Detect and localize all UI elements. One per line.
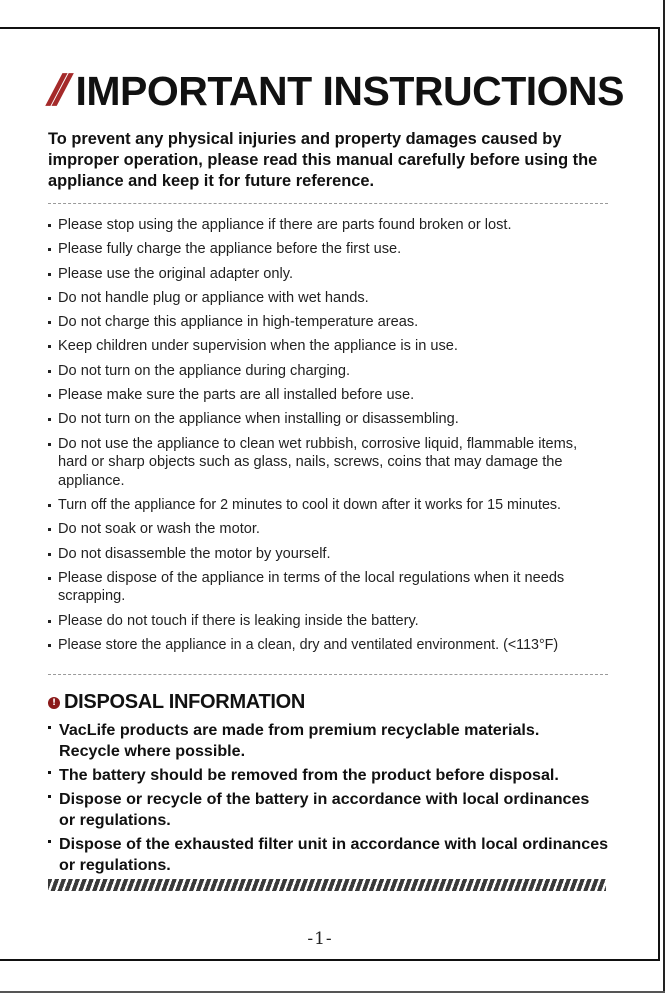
instruction-item: Please make sure the parts are all installed before use. [48, 386, 638, 405]
disposal-title: DISPOSAL INFORMATION [64, 691, 306, 713]
instruction-item: Keep children under supervision when the appliance is in use. [48, 337, 638, 356]
disposal-item: VacLife products are made from premium recyclable materials. Recycle where possible. [48, 720, 568, 762]
instruction-item: Please stop using the appliance if there are parts found broken or lost. [48, 216, 638, 235]
dashed-divider-bottom [48, 674, 608, 675]
instruction-item: Do not handle plug or appliance with wet hands. [48, 289, 638, 308]
page-frame-right [658, 27, 660, 960]
disposal-heading [48, 691, 305, 714]
page-number: -1- [307, 929, 333, 949]
page-title-row [45, 66, 624, 116]
instruction-item: Please store the appliance in a clean, dry and ventilated environment. (<113°F) [48, 636, 638, 655]
disposal-item: The battery should be removed from the product before disposal. [48, 765, 638, 786]
instruction-item: Turn off the appliance for 2 minutes to cool it down after it works for 15 minutes. [48, 496, 638, 515]
page-frame-bottom [0, 959, 660, 961]
info-icon: ! [48, 697, 60, 709]
instruction-list [48, 216, 638, 660]
intro-paragraph: To prevent any physical injuries and property damages caused by improper operation, please read this manual carefully before using the appliance and keep it for future reference. [48, 130, 598, 190]
instruction-item: Do not use the appliance to clean wet rubbish, corrosive liquid, flammable items, hard or sharp objects such as glass, nails, screws, coins that may damage the appliance. [48, 435, 588, 491]
page-title: IMPORTANT INSTRUCTIONS [75, 67, 624, 114]
dashed-divider-top [48, 203, 608, 204]
disposal-item: Dispose or recycle of the battery in accordance with local ordinances or regulations. [48, 789, 608, 831]
instruction-item: Please fully charge the appliance before the first use. [48, 240, 638, 259]
instruction-item: Do not turn on the appliance during charging. [48, 362, 638, 381]
title-slash-decoration: // [45, 66, 65, 115]
instruction-item: Do not turn on the appliance when installing or disassembling. [48, 410, 638, 429]
disposal-list [48, 720, 638, 879]
instruction-item: Do not disassemble the motor by yourself. [48, 545, 638, 564]
instruction-item: Do not soak or wash the motor. [48, 520, 638, 539]
page-frame-top [0, 27, 660, 29]
disposal-item: Dispose of the exhausted filter unit in accordance with local ordinances or regulations. [48, 834, 628, 876]
instruction-item: Do not charge this appliance in high-temperature areas. [48, 313, 638, 332]
hatched-divider [48, 879, 606, 891]
instruction-item: Please do not touch if there is leaking inside the battery. [48, 612, 638, 631]
instruction-item: Please dispose of the appliance in terms of the local regulations when it needs scrapping. [48, 569, 578, 606]
instruction-item: Please use the original adapter only. [48, 265, 638, 284]
